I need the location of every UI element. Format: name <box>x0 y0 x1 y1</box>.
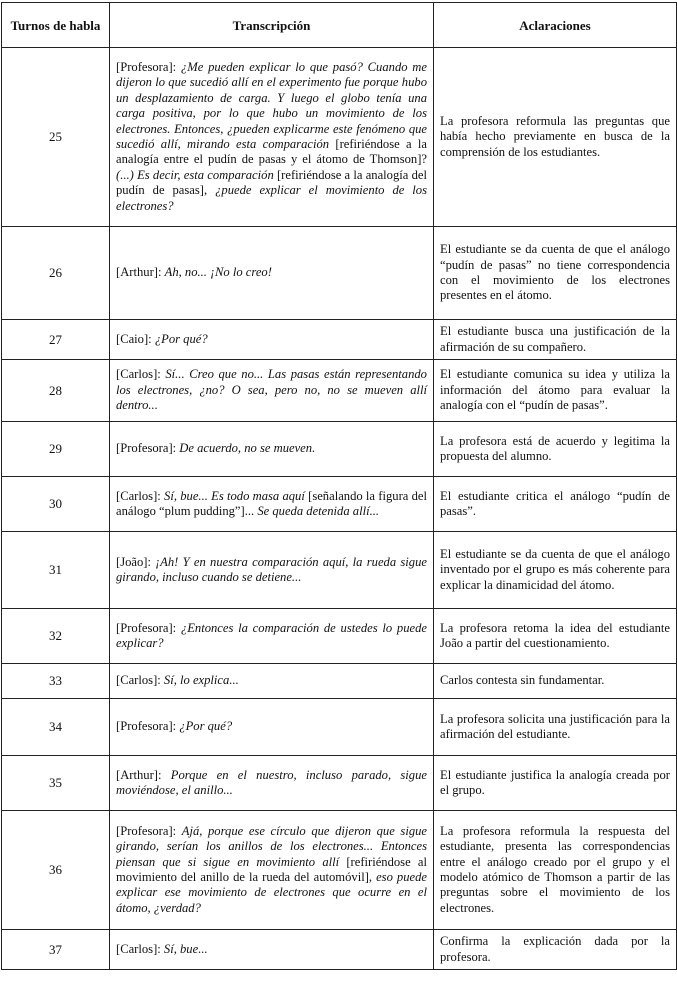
speech-text: Sí... Creo que no... Las pasas están representando los electrones, ¿no? O sea, pero no, no se mueven allí dentro... <box>116 367 427 413</box>
aclaracion-cell: El estudiante busca una justificación de la afirmación de su compañero. <box>434 320 677 360</box>
speech-text: De acuerdo, no se mueven. <box>179 441 316 456</box>
speech-text: ¿Entonces la comparación de ustedes lo puede explicar? <box>116 620 427 650</box>
speech-text: Se queda detenida allí... <box>257 504 380 518</box>
speaker-annotation: [Carlos]: <box>116 673 164 688</box>
table-row <box>2 609 677 664</box>
transcripcion-cell <box>110 664 434 699</box>
turno-cell: 33 <box>2 664 110 699</box>
aclaracion-cell: El estudiante se da cuenta de que el análogo “pudín de pasas” no tiene correspondencia con el movimiento de los electrones presentes en el átomo. <box>434 227 677 320</box>
transcripcion-cell <box>110 699 434 756</box>
aclaracion-cell: Confirma la explicación dada por la profesora. <box>434 930 677 970</box>
turno-cell: 27 <box>2 320 110 360</box>
table-row <box>2 48 677 227</box>
transcripcion-cell <box>110 48 434 227</box>
transcripcion-cell <box>110 477 434 532</box>
speaker-annotation: [Carlos]: <box>116 367 166 382</box>
speech-text: Sí, bue... Es todo masa aquí <box>164 488 309 503</box>
aclaracion-cell: El estudiante comunica su idea y utiliza la información del átomo para evaluar la analogía con el “pudín de pasas”. <box>434 360 677 422</box>
turno-cell: 35 <box>2 756 110 811</box>
aclaracion-cell: La profesora reformula las preguntas que había hecho previamente en busca de la comprensión de los estudiantes. <box>434 48 677 227</box>
turno-cell: 25 <box>2 48 110 227</box>
transcripcion-cell <box>110 360 434 422</box>
aclaracion-cell: La profesora está de acuerdo y legitima la propuesta del alumno. <box>434 422 677 477</box>
speaker-annotation: [refiriéndose a la analogía del pudín de pasas], <box>116 167 427 198</box>
speech-text: Sí, bue... <box>163 941 208 956</box>
table-row <box>2 699 677 756</box>
speech-text: eso puede explicar ese movimiento de electrones que ocurre en el átomo, ¿verdad? <box>116 870 428 915</box>
table-row <box>2 664 677 699</box>
transcripcion-cell <box>110 609 434 664</box>
aclaracion-cell: La profesora reformula la respuesta del estudiante, presenta las correspondencias entre el análogo creado por el grupo y el modelo atómico de Thomson a partir de las preguntas sobre el movimiento de los electrones. <box>434 811 677 930</box>
turno-cell: 37 <box>2 930 110 970</box>
speech-text: Ajá, porque ese círculo que dijeron que sigue girando, serían los anillos de los electrones... Entonces piensan que si sigue en movimiento allí <box>116 823 427 869</box>
speech-text: Porque en el nuestro, incluso parado, sigue moviéndose, el anillo... <box>116 767 427 797</box>
aclaracion-cell: La profesora retoma la idea del estudiante João a partir del cuestionamiento. <box>434 609 677 664</box>
table-row <box>2 320 677 360</box>
aclaracion-cell: La profesora solicita una justificación para la afirmación del estudiante. <box>434 699 677 756</box>
speech-text: Sí, lo explica... <box>163 673 239 688</box>
speech-text: (...) Es decir, esta comparación <box>116 167 277 182</box>
transcripcion-cell <box>110 422 434 477</box>
speaker-annotation: [Caio]: <box>116 331 155 346</box>
header-aclaraciones: Aclaraciones <box>434 3 677 48</box>
transcripcion-cell <box>110 811 434 930</box>
speaker-annotation: [Profesora]: <box>116 441 180 456</box>
turno-cell: 26 <box>2 227 110 320</box>
table-body <box>2 48 677 970</box>
speaker-annotation: [señalando la figura del análogo “plum pudding”]... <box>116 488 427 518</box>
table-row <box>2 477 677 532</box>
turno-cell: 34 <box>2 699 110 756</box>
header-turnos: Turnos de habla <box>2 3 110 48</box>
table-row <box>2 360 677 422</box>
speaker-annotation: [Arthur]: <box>116 265 165 280</box>
transcripcion-cell <box>110 756 434 811</box>
speech-text: ¿Me pueden explicar lo que pasó? Cuando me dijeron lo que sucedió allí en el experimento fue porque hubo un desplazamiento de carga. Y luego el globo tenía una carga positiva, por lo que hubo un movimiento de los electrones. Entonces, ¿pueden explicarme este fenómeno que sucedió allí, mirando esta comparación <box>116 59 427 151</box>
table-row <box>2 756 677 811</box>
speaker-annotation: [Arthur]: <box>116 767 171 782</box>
speaker-annotation: [refiriéndose al movimiento del anillo de la rueda del automóvil], <box>116 854 427 884</box>
table-row <box>2 930 677 970</box>
table-row <box>2 811 677 930</box>
turno-cell: 29 <box>2 422 110 477</box>
speaker-annotation: [Profesora]: <box>116 823 182 838</box>
transcripcion-cell <box>110 532 434 609</box>
aclaracion-cell: El estudiante justifica la analogía creada por el grupo. <box>434 756 677 811</box>
turno-cell: 36 <box>2 811 110 930</box>
header-row <box>2 3 677 48</box>
speech-text: Ah, no... ¡No lo creo! <box>164 265 272 280</box>
speaker-annotation: [João]: <box>116 554 156 569</box>
speech-text: ¿Por qué? <box>154 331 208 346</box>
speaker-annotation: [Carlos]: <box>116 488 165 503</box>
speaker-annotation: [Profesora]: <box>116 59 181 74</box>
turno-cell: 28 <box>2 360 110 422</box>
speech-text: ¿Por qué? <box>179 719 233 734</box>
header-transcripcion: Transcripción <box>110 3 434 48</box>
speaker-annotation: [Carlos]: <box>116 941 164 956</box>
speech-text: ¡Ah! Y en nuestra comparación aquí, la rueda sigue girando, incluso cuando se detiene... <box>116 554 427 584</box>
transcription-table <box>1 2 677 970</box>
turno-cell: 30 <box>2 477 110 532</box>
table-row <box>2 532 677 609</box>
aclaracion-cell: El estudiante critica el análogo “pudín de pasas”. <box>434 477 677 532</box>
table-row <box>2 422 677 477</box>
aclaracion-cell: El estudiante se da cuenta de que el análogo inventado por el grupo es más coherente para explicar la dinamicidad del átomo. <box>434 532 677 609</box>
turno-cell: 32 <box>2 609 110 664</box>
aclaracion-cell: Carlos contesta sin fundamentar. <box>434 664 677 699</box>
speaker-annotation: [refiriéndose a la analogía entre el pudín de pasas y el átomo de Thomson]? <box>116 137 427 167</box>
turno-cell: 31 <box>2 532 110 609</box>
speaker-annotation: [Profesora]: <box>116 719 180 734</box>
table-row <box>2 227 677 320</box>
speech-text: ¿puede explicar el movimiento de los electrones? <box>116 183 428 213</box>
transcripcion-cell <box>110 930 434 970</box>
transcripcion-cell <box>110 227 434 320</box>
speaker-annotation: [Profesora]: <box>116 620 181 635</box>
transcripcion-cell <box>110 320 434 360</box>
